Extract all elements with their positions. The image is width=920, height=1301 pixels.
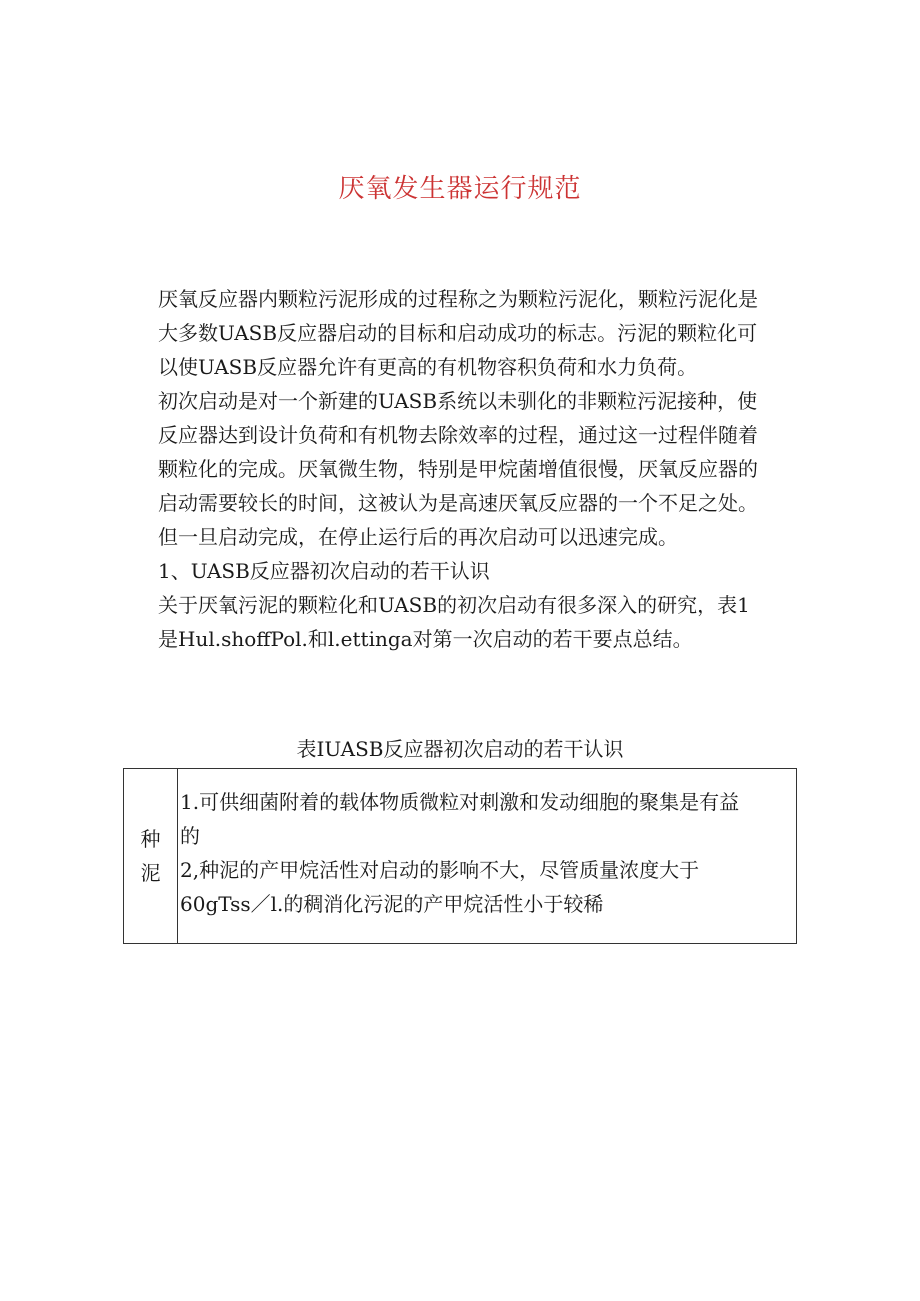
paragraph-line: 厌氧反应器内颗粒污泥形成的过程称之为颗粒污泥化，颗粒污泥化是 [158, 287, 758, 311]
row-header-char: 种 [140, 827, 161, 851]
table-caption: 表IUASB反应器初次启动的若干认识 [296, 737, 624, 761]
paragraph-line: 是Hul.shoffPol.和l.ettinga对第一次启动的若干要点总结。 [158, 627, 693, 651]
paragraph-line: 关于厌氧污泥的颗粒化和UASB的初次启动有很多深入的研究，表1 [158, 593, 750, 617]
table-row-header [124, 769, 178, 943]
table-cell [178, 769, 796, 943]
document-title: 厌氧发生器运行规范 [338, 174, 582, 204]
paragraph-line: 初次启动是对一个新建的UASB系统以未驯化的非颗粒污泥接种，使 [158, 389, 758, 413]
paragraph-line: 但一旦启动完成，在停止运行后的再次启动可以迅速完成。 [158, 525, 678, 549]
paragraph-line: 颗粒化的完成。厌氧微生物，特别是甲烷菌增值很慢，厌氧反应器的 [158, 457, 758, 481]
cell-line: 2,种泥的产甲烷活性对启动的影响不大，尽管质量浓度大于 [180, 858, 700, 882]
cell-line: 的 [180, 824, 200, 848]
paragraph-line: 大多数UASB反应器启动的目标和启动成功的标志。污泥的颗粒化可 [158, 321, 758, 345]
paragraph-line: 反应器达到设计负荷和有机物去除效率的过程，通过这一过程伴随着 [158, 423, 758, 447]
row-header-char: 泥 [140, 861, 161, 885]
paragraph-line: 以使UASB反应器允许有更高的有机物容积负荷和水力负荷。 [158, 355, 698, 379]
cell-line: 60gTss／l.的稠消化污泥的产甲烷活性小于较稀 [180, 892, 604, 916]
summary-table [123, 768, 797, 944]
section-heading: 1、UASB反应器初次启动的若干认识 [158, 559, 490, 583]
paragraph-line: 启动需要较长的时间，这被认为是高速厌氧反应器的一个不足之处。 [158, 491, 758, 515]
cell-line: 1.可供细菌附着的载体物质微粒对刺激和发动细胞的聚集是有益 [180, 790, 740, 814]
body-text [158, 282, 818, 656]
